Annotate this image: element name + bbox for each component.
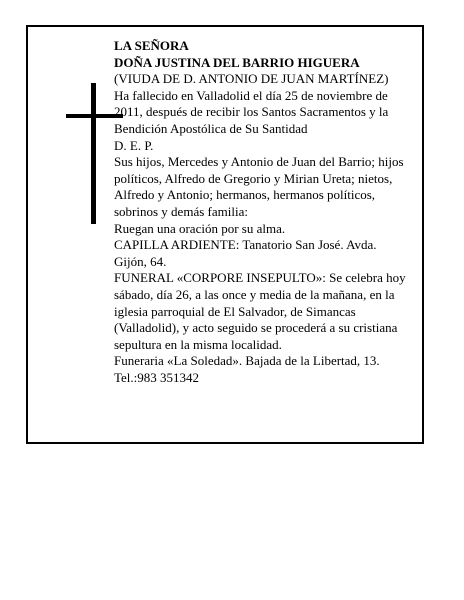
prayer-request: Ruegan una oración por su alma. — [114, 220, 286, 236]
honorific: LA SEÑORA — [114, 38, 189, 53]
funeral-info: FUNERAL «CORPORE INSEPULTO»: Se celebra hoy sábado, día 26, a las once y media de la mañana, en la iglesia parroquial de El Salvador, de Simancas (Valladolid), y acto seguido se procederá a su cristiana sepultura en la misma localidad. — [114, 270, 406, 352]
rip-abbreviation: D. E. P. — [114, 137, 154, 153]
funeral-home: Funeraria «La Soledad». Bajada de la Libertad, 13. — [114, 353, 380, 369]
chapel-info: CAPILLA ARDIENTE: Tanatorio San José. Avda. Gijón, 64. — [114, 237, 377, 269]
death-announcement: Ha fallecido en Valladolid el día 25 de noviembre de 2011, después de recibir los Santos Sacramentos y la Bendición Apostólica de Su Santidad — [114, 87, 389, 136]
family-list: Sus hijos, Mercedes y Antonio de Juan del Barrio; hijos políticos, Alfredo de Gregorio y Mirian Ureta; nietos, Alfredo y Antonio; hermanos, hermanos políticos, sobrinos y demás familia: — [114, 154, 404, 219]
widow-of: (VIUDA DE D. ANTONIO DE JUAN MARTÍNEZ) — [114, 71, 389, 87]
phone-number: Tel.:983 351342 — [114, 369, 200, 385]
cross-icon — [91, 83, 96, 224]
obituary-text — [114, 38, 412, 386]
deceased-name: DOÑA JUSTINA DEL BARRIO HIGUERA — [114, 54, 360, 70]
